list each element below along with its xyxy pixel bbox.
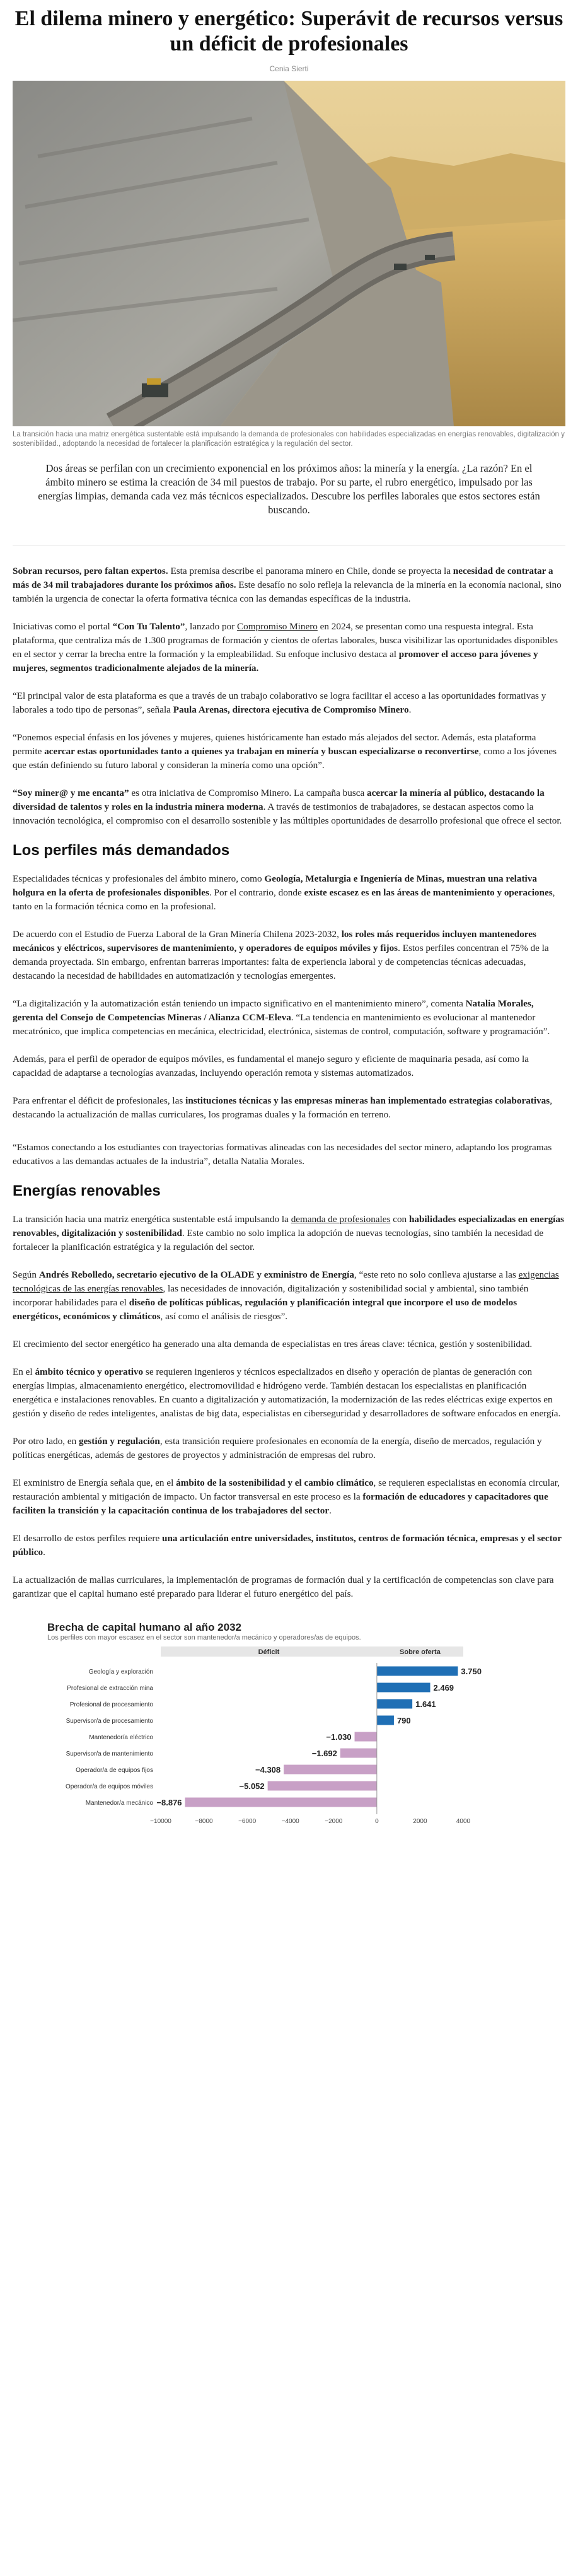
paragraph bbox=[13, 620, 565, 675]
paragraph bbox=[13, 928, 565, 983]
category-label: Mantenedor/a eléctrico bbox=[89, 1734, 153, 1741]
paragraph bbox=[13, 1094, 565, 1122]
paragraph bbox=[13, 1268, 565, 1324]
category-label: Profesional de procesamiento bbox=[69, 1701, 153, 1708]
text-segment: en 2024, se presentan como una respuesta integral. Esta plataforma, que centraliza más de 1.300 programas de formación y cientos de ofertas laborales, busca visibilizar las oportunidades disponibles en el sector y cerrar la brecha entre la formación y la empleabilidad. Su enfoque inclusivo destaca al bbox=[13, 621, 558, 660]
text-segment: Según bbox=[13, 1269, 39, 1280]
value-label: 790 bbox=[396, 1716, 411, 1725]
chart-plot bbox=[13, 1644, 565, 1858]
category-label: Mantenedor/a mecánico bbox=[85, 1800, 153, 1807]
bold-text: instituciones técnicas y las empresas mineras han implementado estrategias colaborativas bbox=[185, 1095, 550, 1106]
bold-text: gestión y regulación bbox=[79, 1436, 160, 1447]
category-label: Geología y exploración bbox=[88, 1669, 153, 1676]
inline-link[interactable]: exigencias tecnológicas de las energías renovables bbox=[13, 1269, 559, 1294]
bold-text: “Con Tu Talento” bbox=[112, 621, 185, 632]
category-label: Supervisor/a de mantenimiento bbox=[66, 1751, 153, 1757]
bar bbox=[377, 1716, 394, 1725]
category-label: Operador/a de equipos móviles bbox=[66, 1783, 153, 1790]
value-label: −8.876 bbox=[156, 1798, 182, 1807]
text-segment: “Ponemos especial énfasis en los jóvenes y mujeres, quienes históricamente han estado más alejados del sector. Además, esta plataforma permite bbox=[13, 732, 536, 757]
paragraph bbox=[13, 1532, 565, 1559]
category-label: Profesional de extracción mina bbox=[67, 1685, 153, 1692]
text-segment: , como a los jóvenes que están definiendo su futuro laboral y consideran la minería como una opción”. bbox=[13, 746, 557, 771]
value-label: 3.750 bbox=[461, 1667, 482, 1676]
text-segment: Especialidades técnicas y profesionales del ámbito minero, como bbox=[13, 873, 265, 884]
text-segment: , las necesidades de innovación, digitalización y sostenibilidad social y ambiental, sino también incorporar habilidades para el bbox=[13, 1283, 529, 1308]
bold-text: Andrés Rebolledo, secretario ejecutivo de la OLADE y exministro de Energía bbox=[38, 1269, 354, 1280]
text-segment: Esta premisa describe el panorama minero en Chile, donde se proyecta la bbox=[168, 566, 453, 576]
text-segment: . Este cambio no solo implica la adopción de nuevas tecnologías, sino también la necesidad de fortalecer la planificación estratégica y la regulación del sector. bbox=[13, 1228, 544, 1252]
value-label: −4.308 bbox=[255, 1765, 281, 1775]
hero-figure bbox=[13, 81, 565, 455]
value-label: −1.030 bbox=[326, 1732, 352, 1742]
chart-title: Brecha de capital humano al año 2032 bbox=[47, 1621, 242, 1633]
bar bbox=[355, 1732, 377, 1742]
bold-text: Sobran recursos, pero faltan expertos. bbox=[13, 566, 168, 576]
bar bbox=[377, 1699, 412, 1709]
x-tick-label: −8000 bbox=[195, 1818, 213, 1825]
text-segment: . bbox=[329, 1505, 332, 1516]
text-segment: Por otro lado, en bbox=[13, 1436, 79, 1447]
inline-link[interactable]: demanda de profesionales bbox=[291, 1214, 391, 1225]
x-tick-label: 0 bbox=[375, 1818, 379, 1825]
text-segment: La transición hacia una matriz energética sustentable está impulsando la bbox=[13, 1214, 291, 1225]
text-segment: “Estamos conectando a los estudiantes con trayectorias formativas alineadas con las necesidades del sector minero, adaptando los programas educativos a las demandas actuales de la industria”, detalla Natalia Morales. bbox=[13, 1142, 552, 1167]
bar bbox=[185, 1798, 377, 1807]
inline-link[interactable]: Compromiso Minero bbox=[237, 621, 318, 632]
paragraph bbox=[13, 731, 565, 772]
bold-text: una articulación entre universidades, institutos, centros de formación técnica, empresas y el sector público bbox=[13, 1533, 562, 1558]
text-segment: , esta transición requiere profesionales en economía de la energía, diseño de mercados, regulación y políticas energéticas, además de gestores de proyectos y administración de empresas del rubro. bbox=[13, 1436, 542, 1460]
text-segment: . bbox=[408, 704, 412, 715]
text-segment: . Estos perfiles concentran el 75% de la demanda proyectada. Sin embargo, enfrentan barreras importantes: falta de experiencia laboral y de competencias técnicas adecuadas, destacando la necesidad de habilidades en automatización y tecnologías emergentes. bbox=[13, 943, 549, 981]
legend-deficit: Déficit bbox=[258, 1648, 280, 1656]
value-label: −1.692 bbox=[311, 1749, 337, 1758]
bold-text: Paula Arenas, directora ejecutiva de Compromiso Minero bbox=[173, 704, 409, 715]
paragraph bbox=[13, 1052, 565, 1080]
bold-text: existe escasez es en las áreas de mantenimiento y operaciones bbox=[304, 887, 553, 898]
bold-text: ámbito técnico y operativo bbox=[35, 1367, 144, 1377]
paragraph bbox=[13, 1213, 565, 1254]
text-segment: , tanto en la formación técnica como en la profesional. bbox=[13, 887, 555, 912]
bold-text: acercar la minería al público, destacando la diversidad de talentos y roles en la industria minera moderna bbox=[13, 788, 545, 812]
text-segment: . “La tendencia en mantenimiento es evolucionar al mantenedor mecatrónico, que implica competencias en mecánica, electricidad, electrónica, sistemas de control, computación, software y programación”. bbox=[13, 1012, 550, 1037]
chart-subtitle: Los perfiles con mayor escasez en el sector son mantenedor/a mecánico y operadores/as de equipos. bbox=[47, 1634, 361, 1641]
value-label: 2.469 bbox=[433, 1683, 454, 1693]
x-tick-label: 4000 bbox=[456, 1818, 471, 1825]
text-segment: Para enfrentar el déficit de profesionales, las bbox=[13, 1095, 186, 1106]
bold-text: formación de educadores y capacitadores que faciliten la transición y la capacitación continua de los trabajadores del sector bbox=[13, 1491, 548, 1516]
x-tick-label: −10000 bbox=[150, 1818, 171, 1825]
x-tick-label: −6000 bbox=[238, 1818, 257, 1825]
text-segment: con bbox=[390, 1214, 409, 1225]
text-segment: , “este reto no solo conlleva ajustarse a las bbox=[354, 1269, 519, 1280]
category-label: Operador/a de equipos fijos bbox=[76, 1767, 153, 1774]
paragraph bbox=[13, 872, 565, 914]
text-segment: , destacando la actualización de mallas curriculares, los programas duales y la formación en terreno. bbox=[13, 1095, 552, 1120]
bar bbox=[377, 1683, 431, 1693]
image-caption: La transición hacia una matriz energética sustentable está impulsando la demanda de profesionales con habilidades especializadas en energías renovables, digitalización y sostenibilidad., adoptando la necesidad de fortalecer la planificación estratégica y la regulación del sector. bbox=[13, 431, 565, 448]
section-heading-perfiles: Los perfiles más demandados bbox=[13, 842, 230, 859]
gap-chart bbox=[13, 1615, 565, 1880]
article-title: El dilema minero y energético: Superávit de recursos versus un déficit de profesionales bbox=[14, 7, 564, 55]
paragraph bbox=[13, 689, 565, 717]
paragraph bbox=[13, 1435, 565, 1462]
text-segment: , así como el análisis de riesgos”. bbox=[160, 1311, 288, 1322]
x-tick-label: −4000 bbox=[281, 1818, 299, 1825]
bold-text: los roles más requeridos incluyen mantenedores mecánicos y eléctricos, supervisores de mantenimiento, y operadores de equipos móviles y fijos bbox=[13, 929, 536, 953]
text-segment: , se requieren especialistas en economía circular, restauración ambiental y mitigación de impacto. Un factor transversal en este proceso es la bbox=[13, 1477, 560, 1502]
text-segment: . bbox=[43, 1547, 45, 1558]
hero-image-mine-road bbox=[13, 81, 565, 426]
text-segment: El desarrollo de estos perfiles requiere bbox=[13, 1533, 163, 1544]
text-segment: . A través de testimonios de trabajadores, se destacan aspectos como la innovación tecnológica, el compromiso con el desarrollo sostenible y las múltiples oportunidades de desarrollo profesional que ofrece el sector. bbox=[13, 801, 562, 826]
text-segment: “El principal valor de esta plataforma es que a través de un trabajo colaborativo se logra facilitar el acceso a las oportunidades formativas y laborales a todo tipo de personas”, señala bbox=[13, 691, 546, 715]
bold-text: necesidad de contratar a más de 34 mil trabajadores durante los próximos años. bbox=[13, 566, 553, 590]
text-segment: Este desafío no solo refleja la relevancia de la minería en la economía nacional, sino también la urgencia de conectar la oferta formativa técnica con las demandas específicas de la industria. bbox=[13, 580, 562, 604]
x-tick-label: −2000 bbox=[325, 1818, 343, 1825]
text-segment: De acuerdo con el Estudio de Fuerza Laboral de la Gran Minería Chilena 2023-2032, bbox=[13, 929, 342, 940]
text-segment: “La digitalización y la automatización están teniendo un impacto significativo en el mantenimiento minero”, comenta bbox=[13, 998, 466, 1009]
bold-text: Natalia Morales, gerenta del Consejo de Competencias Mineras / Alianza CCM-Eleva bbox=[13, 998, 534, 1023]
paragraph bbox=[13, 1365, 565, 1421]
text-segment: . Por el contrario, donde bbox=[209, 887, 304, 898]
article-lead: Dos áreas se perfilan con un crecimiento exponencial en los próximos años: la minería y la energía. ¿La razón? En el ámbito minero se estima la creación de 34 mil puestos de trabajo. Por su parte, el rubro energético, impulsado por las energías limpias, demanda cada vez más técnicos especializados. Descubre los perfiles laborales que estos sectores están buscando. bbox=[38, 462, 540, 516]
bold-text: ámbito de la sostenibilidad y el cambio climático bbox=[176, 1477, 374, 1488]
text-segment: se requieren ingenieros y técnicos especializados en diseño y operación de plantas de generación con energías limpias, almacenamiento energético, electromovilidad e hidrógeno verde. También destacan los especialistas en planificación energética e instalaciones renovables. En cuanto a digitalización y automatización, la modernización de las redes eléctricas exige expertos en gestión y diseño de redes inteligentes, analistas de big data, especialistas en ciberseguridad y desarrolladores de software enfocados en energía. bbox=[13, 1367, 561, 1419]
text-segment: El crecimiento del sector energético ha generado una alta demanda de especialistas en tres áreas clave: técnica, gestión y sostenibilidad. bbox=[13, 1339, 533, 1349]
text-segment: Además, para el perfil de operador de equipos móviles, es fundamental el manejo seguro y eficiente de maquinaria pesada, así como la capacidad de adaptarse a tecnologías avanzadas, incluyendo operación remota y sistemas automatizados. bbox=[13, 1054, 529, 1078]
paragraph bbox=[13, 1141, 565, 1169]
bar bbox=[377, 1667, 458, 1676]
category-label: Supervisor/a de procesamiento bbox=[66, 1718, 153, 1725]
section-heading-energias: Energías renovables bbox=[13, 1182, 161, 1199]
value-label: 1.641 bbox=[415, 1699, 436, 1709]
bold-text: promover el acceso para jóvenes y mujeres, segmentos tradicionalmente alejados de la minería. bbox=[13, 649, 538, 673]
article-body bbox=[0, 545, 578, 1880]
legend-sobreoferta: Sobre oferta bbox=[400, 1648, 441, 1656]
bar bbox=[268, 1781, 377, 1791]
bar bbox=[284, 1765, 377, 1775]
paragraph bbox=[13, 1573, 565, 1601]
bar bbox=[340, 1749, 377, 1758]
x-tick-label: 2000 bbox=[413, 1818, 427, 1825]
paragraph bbox=[13, 1476, 565, 1518]
text-segment: , lanzado por bbox=[185, 621, 238, 632]
text-segment: En el bbox=[13, 1367, 35, 1377]
text-segment: es otra iniciativa de Compromiso Minero. La campaña busca bbox=[129, 788, 367, 798]
article-author: Cenia Sierti bbox=[269, 64, 309, 73]
bold-text: Geología, Metalurgia e Ingeniería de Minas, muestran una relativa holgura en la oferta de profesionales disponibles bbox=[13, 873, 537, 898]
value-label: −5.052 bbox=[239, 1781, 265, 1791]
bold-text: diseño de políticas públicas, regulación y planificación integral que incorpore el uso de modelos energéticos, económicos y climáticos bbox=[13, 1297, 517, 1322]
bold-text: habilidades especializadas en energías renovables, digitalización y sostenibilidad bbox=[13, 1214, 564, 1238]
bold-text: acercar estas oportunidades tanto a quienes ya trabajan en minería y buscan especializarse o reconvertirse bbox=[44, 746, 479, 757]
paragraph bbox=[13, 997, 565, 1039]
text-segment: Iniciativas como el portal bbox=[13, 621, 113, 632]
paragraph bbox=[13, 1338, 565, 1351]
article-header bbox=[0, 0, 578, 73]
text-segment: El exministro de Energía señala que, en el bbox=[13, 1477, 176, 1488]
text-segment: La actualización de mallas curriculares, la implementación de programas de formación dual y la certificación de competencias son clave para garantizar que el capital humano esté preparado para liderar el futuro energético del país. bbox=[13, 1575, 554, 1599]
paragraph bbox=[13, 564, 565, 606]
paragraph bbox=[13, 786, 565, 828]
bold-text: “Soy miner@ y me encanta” bbox=[13, 788, 129, 798]
